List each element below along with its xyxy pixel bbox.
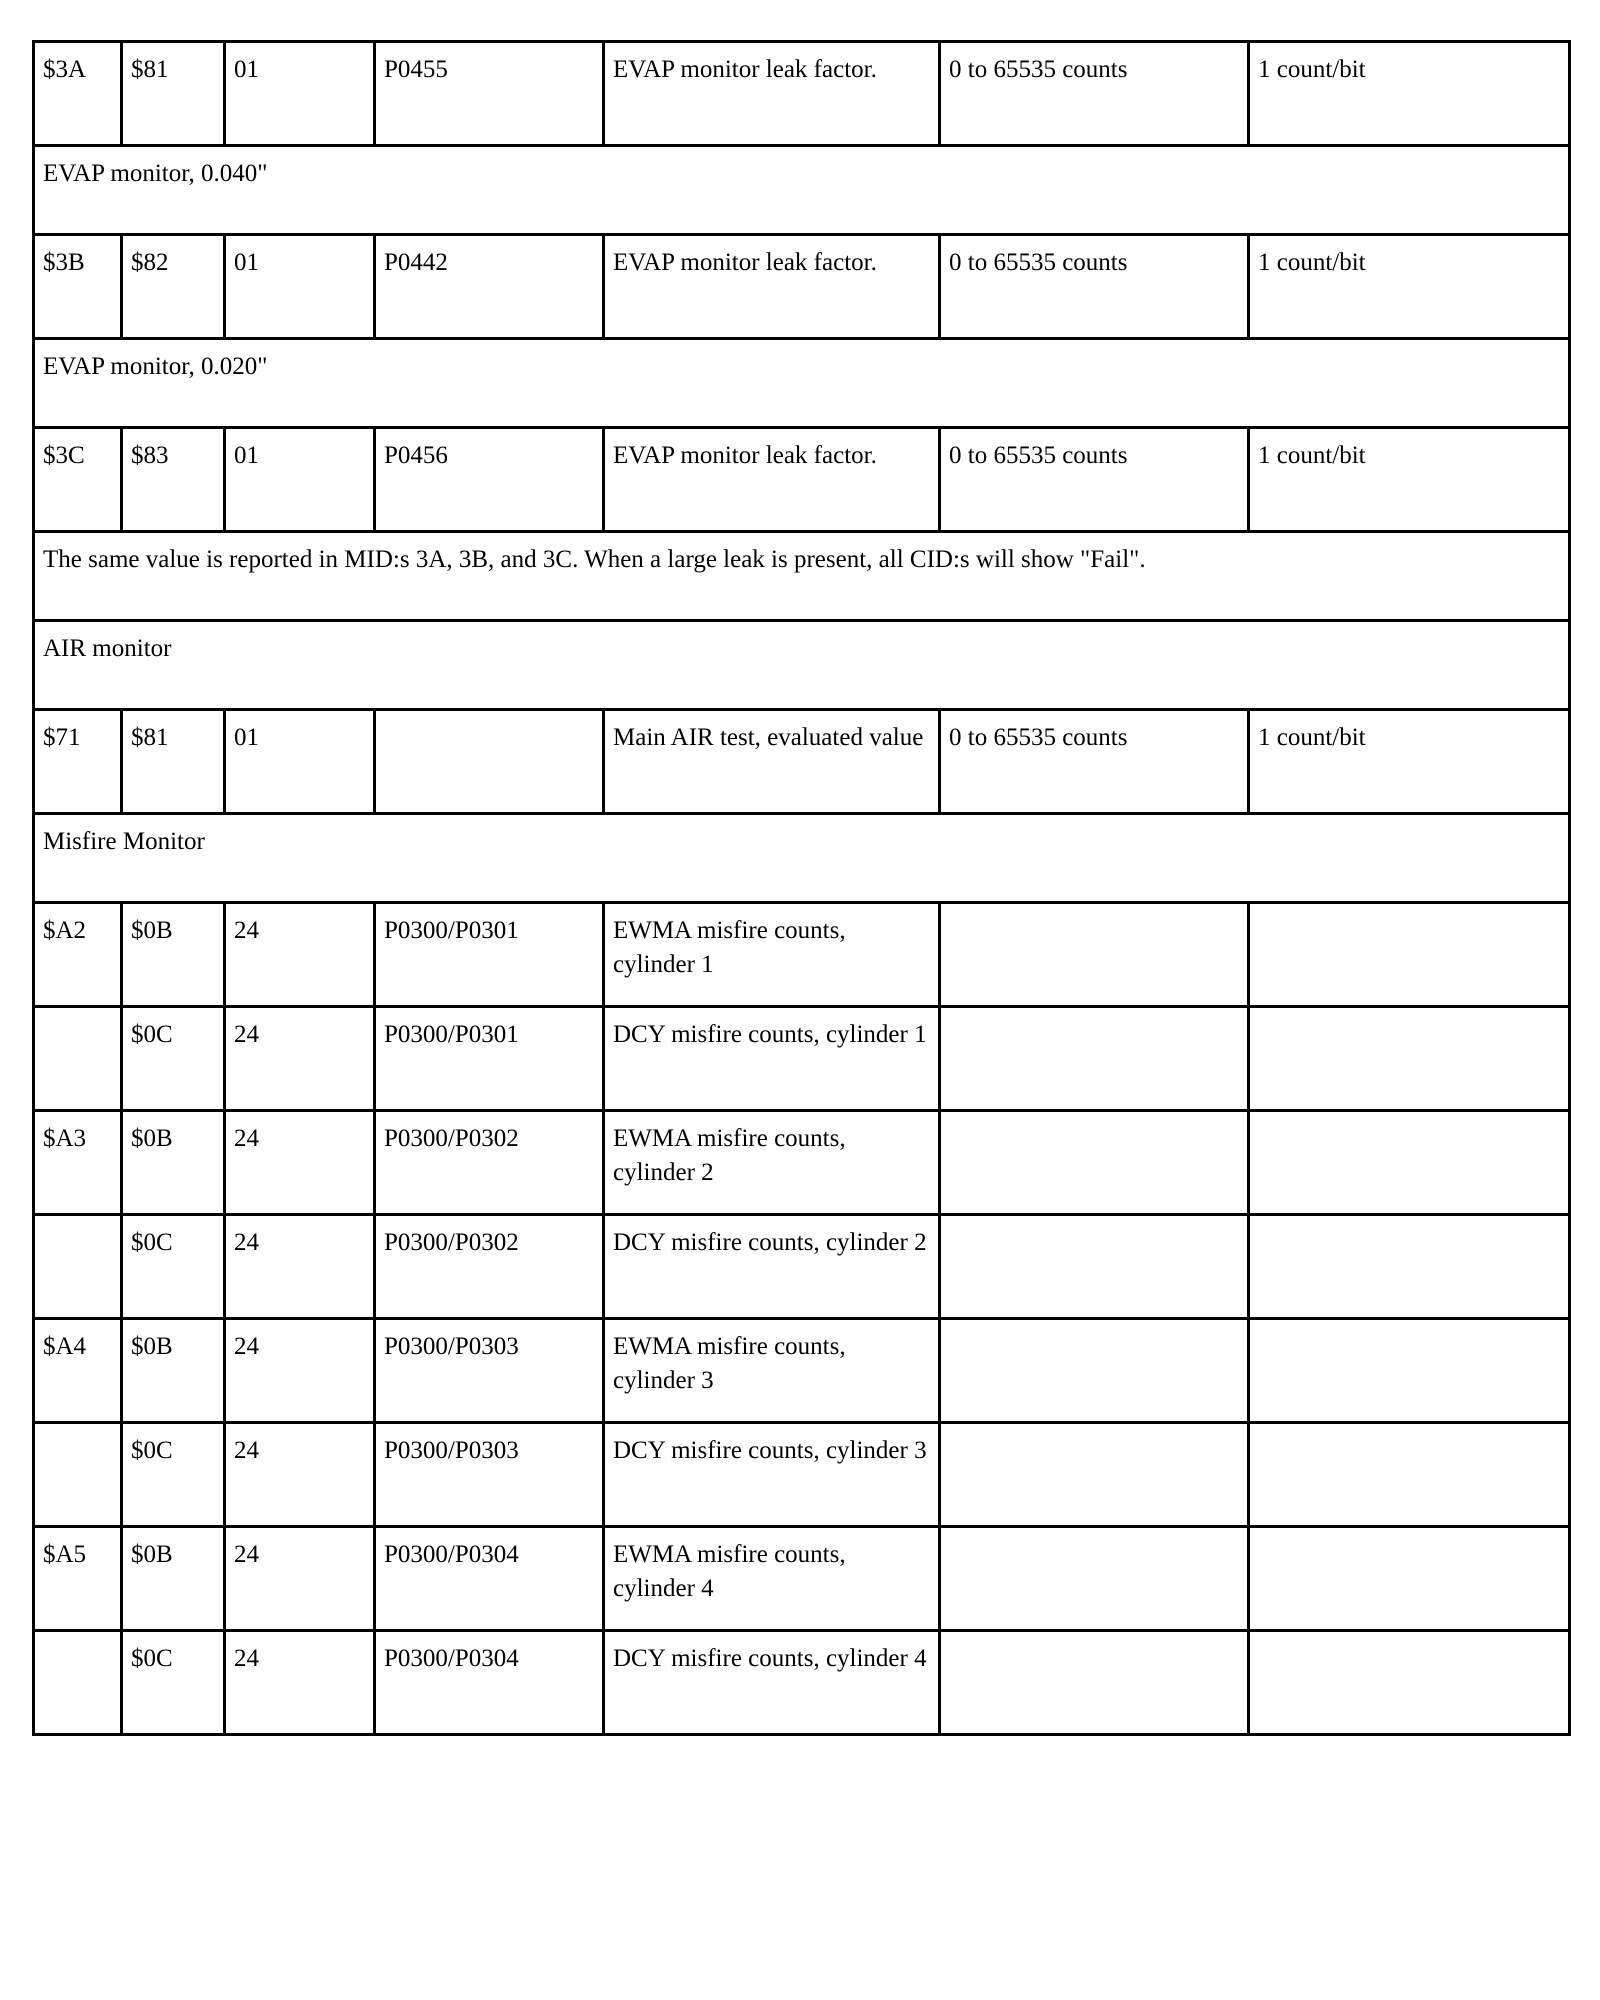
range-cell — [940, 1423, 1249, 1527]
cid-cell: 24 — [225, 1423, 375, 1527]
description-cell: EWMA misfire counts, cylinder 1 — [604, 903, 940, 1007]
section-row — [34, 621, 1570, 710]
dtc-cell: P0455 — [375, 42, 604, 146]
tid-cell: $0B — [122, 1527, 225, 1631]
resolution-cell: 1 count/bit — [1249, 42, 1570, 146]
description-cell: DCY misfire counts, cylinder 4 — [604, 1631, 940, 1735]
resolution-cell — [1249, 1111, 1570, 1215]
section-row — [34, 814, 1570, 903]
cid-cell: 01 — [225, 42, 375, 146]
table-row — [34, 1111, 1570, 1215]
cid-cell: 24 — [225, 1631, 375, 1735]
dtc-cell: P0456 — [375, 428, 604, 532]
mid-cell — [34, 1423, 122, 1527]
resolution-cell — [1249, 1007, 1570, 1111]
dtc-cell: P0300/P0301 — [375, 903, 604, 1007]
section-heading: Misfire Monitor — [34, 814, 1570, 903]
description-cell: EWMA misfire counts, cylinder 4 — [604, 1527, 940, 1631]
section-heading: EVAP monitor, 0.040" — [34, 146, 1570, 235]
dtc-cell: P0300/P0303 — [375, 1423, 604, 1527]
range-cell — [940, 1215, 1249, 1319]
document-page — [32, 40, 1568, 1736]
range-cell — [940, 1319, 1249, 1423]
mid-cell: $3C — [34, 428, 122, 532]
note-text: The same value is reported in MID:s 3A, 3B, and 3C. When a large leak is present, all CID:s will show "Fail". — [34, 532, 1570, 621]
table-row — [34, 1631, 1570, 1735]
resolution-cell — [1249, 1215, 1570, 1319]
tid-cell: $83 — [122, 428, 225, 532]
obd-test-table — [32, 40, 1571, 1736]
table-row — [34, 1319, 1570, 1423]
table-row — [34, 1215, 1570, 1319]
tid-cell: $82 — [122, 235, 225, 339]
table-row — [34, 428, 1570, 532]
range-cell: 0 to 65535 counts — [940, 710, 1249, 814]
table-row — [34, 710, 1570, 814]
resolution-cell: 1 count/bit — [1249, 428, 1570, 532]
tid-cell: $81 — [122, 42, 225, 146]
tid-cell: $0C — [122, 1007, 225, 1111]
mid-cell — [34, 1215, 122, 1319]
description-cell: EWMA misfire counts, cylinder 2 — [604, 1111, 940, 1215]
tid-cell: $0C — [122, 1631, 225, 1735]
section-heading: AIR monitor — [34, 621, 1570, 710]
cid-cell: 01 — [225, 235, 375, 339]
mid-cell: $A4 — [34, 1319, 122, 1423]
range-cell — [940, 1527, 1249, 1631]
resolution-cell — [1249, 1631, 1570, 1735]
dtc-cell — [375, 710, 604, 814]
cid-cell: 24 — [225, 1215, 375, 1319]
range-cell: 0 to 65535 counts — [940, 428, 1249, 532]
table-row — [34, 1007, 1570, 1111]
mid-cell: $A3 — [34, 1111, 122, 1215]
tid-cell: $0B — [122, 903, 225, 1007]
cid-cell: 01 — [225, 428, 375, 532]
mid-cell — [34, 1631, 122, 1735]
resolution-cell: 1 count/bit — [1249, 235, 1570, 339]
description-cell: EWMA misfire counts, cylinder 3 — [604, 1319, 940, 1423]
mid-cell: $3A — [34, 42, 122, 146]
tid-cell: $81 — [122, 710, 225, 814]
description-cell: EVAP monitor leak factor. — [604, 428, 940, 532]
range-cell — [940, 1111, 1249, 1215]
cid-cell: 24 — [225, 1527, 375, 1631]
mid-cell — [34, 1007, 122, 1111]
section-row — [34, 532, 1570, 621]
section-heading: EVAP monitor, 0.020" — [34, 339, 1570, 428]
dtc-cell: P0300/P0303 — [375, 1319, 604, 1423]
cid-cell: 24 — [225, 903, 375, 1007]
cid-cell: 24 — [225, 1007, 375, 1111]
description-cell: EVAP monitor leak factor. — [604, 42, 940, 146]
mid-cell: $A2 — [34, 903, 122, 1007]
dtc-cell: P0300/P0302 — [375, 1111, 604, 1215]
tid-cell: $0B — [122, 1111, 225, 1215]
description-cell: DCY misfire counts, cylinder 1 — [604, 1007, 940, 1111]
mid-cell: $71 — [34, 710, 122, 814]
table-row — [34, 1527, 1570, 1631]
cid-cell: 24 — [225, 1111, 375, 1215]
description-cell: EVAP monitor leak factor. — [604, 235, 940, 339]
resolution-cell: 1 count/bit — [1249, 710, 1570, 814]
range-cell: 0 to 65535 counts — [940, 235, 1249, 339]
section-row — [34, 339, 1570, 428]
range-cell — [940, 1007, 1249, 1111]
dtc-cell: P0300/P0304 — [375, 1527, 604, 1631]
table-row — [34, 903, 1570, 1007]
range-cell — [940, 1631, 1249, 1735]
table-row — [34, 42, 1570, 146]
range-cell: 0 to 65535 counts — [940, 42, 1249, 146]
tid-cell: $0C — [122, 1423, 225, 1527]
dtc-cell: P0300/P0301 — [375, 1007, 604, 1111]
resolution-cell — [1249, 1527, 1570, 1631]
tid-cell: $0B — [122, 1319, 225, 1423]
table-row — [34, 1423, 1570, 1527]
dtc-cell: P0300/P0304 — [375, 1631, 604, 1735]
table-row — [34, 235, 1570, 339]
resolution-cell — [1249, 1423, 1570, 1527]
resolution-cell — [1249, 1319, 1570, 1423]
description-cell: DCY misfire counts, cylinder 2 — [604, 1215, 940, 1319]
range-cell — [940, 903, 1249, 1007]
section-row — [34, 146, 1570, 235]
cid-cell: 01 — [225, 710, 375, 814]
resolution-cell — [1249, 903, 1570, 1007]
mid-cell: $3B — [34, 235, 122, 339]
tid-cell: $0C — [122, 1215, 225, 1319]
dtc-cell: P0442 — [375, 235, 604, 339]
dtc-cell: P0300/P0302 — [375, 1215, 604, 1319]
mid-cell: $A5 — [34, 1527, 122, 1631]
cid-cell: 24 — [225, 1319, 375, 1423]
description-cell: DCY misfire counts, cylinder 3 — [604, 1423, 940, 1527]
description-cell: Main AIR test, evaluated value — [604, 710, 940, 814]
